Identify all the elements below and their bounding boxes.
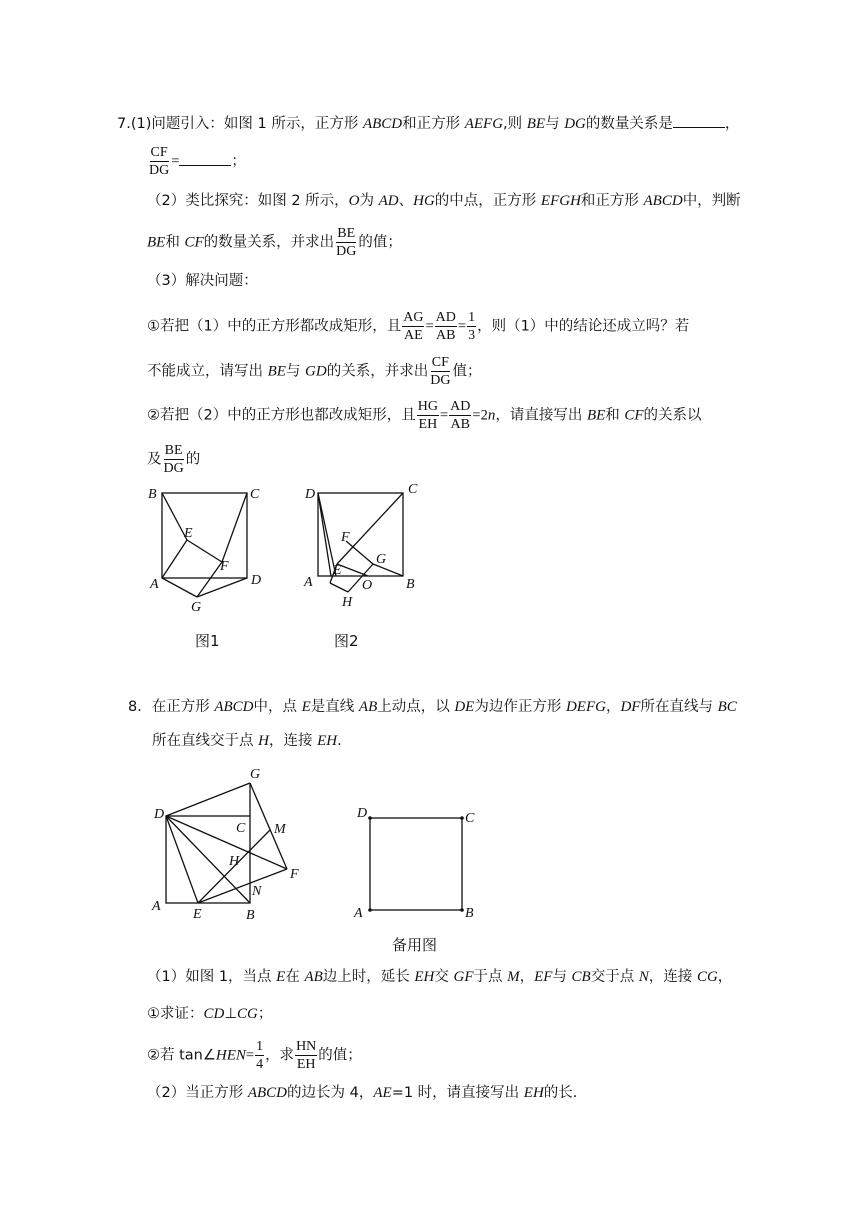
math-var: H	[258, 733, 269, 749]
text: ，请直接写出	[495, 407, 587, 424]
numerator: HN	[296, 1039, 317, 1054]
label-E: E	[333, 563, 342, 578]
text: ①求证：	[147, 1006, 204, 1022]
label-C: C	[236, 821, 246, 836]
label-E: E	[184, 526, 193, 541]
text: ；	[231, 153, 246, 170]
math-var: CF	[184, 234, 204, 251]
text: 于点	[473, 969, 508, 985]
math-var: EH	[523, 1085, 544, 1101]
label-O: O	[362, 578, 373, 593]
label-H: H	[342, 595, 353, 610]
numerator: AD	[435, 310, 456, 325]
text: （1）如图 1，当点	[147, 969, 277, 985]
label-D: D	[305, 487, 316, 502]
perpendicular-symbol: ⊥	[224, 1006, 237, 1022]
text: 交	[434, 969, 454, 985]
text: 为边作正方形	[474, 699, 566, 715]
text: ②若把（2）中的正方形也都改成矩形，且	[147, 407, 416, 424]
text: 所在直线与	[640, 699, 718, 715]
math-var: BE	[267, 363, 286, 380]
math-var: GF	[453, 969, 474, 985]
label-G: G	[191, 600, 202, 615]
denominator: EH	[296, 1057, 316, 1072]
label-A: A	[152, 899, 161, 914]
label-C: C	[250, 487, 260, 502]
text: ，	[519, 969, 535, 985]
q7-fig2-caption: 图2	[334, 632, 359, 650]
text: ①若把（1）中的正方形都改成矩形，且	[147, 318, 402, 335]
q8-line-6	[147, 1083, 577, 1103]
text: （2）当正方形	[147, 1085, 248, 1101]
label-B: B	[465, 906, 474, 921]
math-var: N	[638, 969, 649, 985]
text: =	[439, 407, 449, 424]
math-var: BE	[526, 116, 546, 132]
math-var: ABCD	[362, 116, 403, 132]
text: 8．在正方形	[128, 699, 215, 715]
text: 在	[285, 969, 305, 985]
label-A: A	[304, 575, 313, 590]
numerator: HG	[417, 399, 438, 414]
label-A: A	[150, 577, 159, 592]
denominator: DG	[430, 373, 451, 388]
text: 的值；	[318, 1047, 362, 1064]
q8-fig2-caption: 备用图	[392, 936, 438, 954]
text: 的数量关系是	[585, 116, 673, 132]
q8-fig2-lines	[370, 818, 462, 910]
math-var: HEN	[215, 1047, 246, 1064]
math-var: O	[348, 193, 360, 209]
numerator: BE	[164, 443, 183, 458]
math-var: DF	[620, 699, 641, 715]
text: 中，判断	[682, 193, 741, 209]
text: 与	[552, 969, 572, 985]
numerator: 1	[256, 1039, 264, 1054]
text: ，	[724, 116, 740, 132]
text: ，则（1）中的结论还成立吗？若	[477, 318, 690, 335]
math-var: GD	[305, 363, 327, 380]
label-D: D	[357, 806, 368, 821]
text: 的	[185, 451, 201, 468]
text: 中，点	[253, 699, 302, 715]
label-M: M	[274, 822, 286, 837]
label-B: B	[246, 908, 255, 923]
text: .	[337, 733, 342, 749]
text: ，连接	[268, 733, 318, 749]
numerator: AD	[450, 399, 471, 414]
math-var: EH	[317, 733, 338, 749]
text: ，求	[265, 1047, 295, 1064]
math-var: CB	[571, 969, 591, 985]
math-var: E	[276, 969, 286, 985]
math-var: AEFG	[464, 116, 504, 132]
q8-line-5	[147, 1039, 362, 1072]
math-var: CD	[203, 1006, 225, 1022]
label-H: H	[229, 854, 240, 869]
text: 7.(1)问题引入：如图 1 所示，正方形	[117, 116, 363, 132]
math-var: BE	[147, 234, 166, 251]
text: 和正方形	[402, 116, 465, 132]
math-var: DG	[564, 116, 586, 132]
math-var: EF	[534, 969, 553, 985]
label-D: D	[154, 807, 165, 822]
text: ,则	[503, 116, 527, 132]
numerator: CF	[150, 145, 168, 160]
text: 的关系以	[643, 407, 702, 424]
text: 、	[398, 193, 414, 209]
text: 的长.	[543, 1085, 578, 1101]
label-F: F	[220, 559, 229, 574]
label-F: F	[341, 530, 350, 545]
q7-fig1-caption: 图1	[195, 632, 220, 650]
text: 及	[147, 451, 162, 468]
math-var: AB	[304, 969, 323, 985]
math-var: AB	[358, 699, 378, 715]
text: 的中点，正方形	[434, 193, 541, 209]
math-var: EH	[414, 969, 435, 985]
text: 是直线	[310, 699, 359, 715]
text: 与	[285, 363, 306, 380]
text: 的边长为 4，	[287, 1085, 374, 1101]
text: =1 时，请直接写出	[391, 1085, 524, 1101]
text: 不能成立，请写出	[147, 363, 268, 380]
math-var: ABCD	[247, 1085, 288, 1101]
math-var: EFGH	[540, 193, 581, 209]
label-B: B	[406, 577, 415, 592]
text: 为	[359, 193, 379, 209]
math-var: AD	[378, 193, 399, 209]
fraction	[255, 1039, 264, 1072]
denominator: AE	[404, 328, 423, 343]
math-var: AE	[373, 1085, 392, 1101]
label-D: D	[251, 573, 262, 588]
text: ，	[717, 969, 733, 985]
math-var: CG	[696, 969, 718, 985]
text: ②若 tan∠	[147, 1047, 216, 1064]
text: =	[457, 318, 467, 335]
math-var: CG	[236, 1006, 258, 1022]
text: =2	[472, 407, 488, 424]
q8-line-4	[147, 1004, 272, 1024]
text: 和	[605, 407, 625, 424]
text: ，	[605, 699, 621, 715]
fraction	[295, 1039, 317, 1072]
label-A: A	[354, 906, 363, 921]
denominator: 4	[256, 1057, 264, 1072]
math-var: HG	[413, 193, 435, 209]
text: ；	[257, 1006, 273, 1022]
math-var: CF	[624, 407, 644, 424]
math-var: ABCD	[643, 193, 683, 209]
math-var: BC	[717, 699, 737, 715]
text: ，连接	[648, 969, 697, 985]
numerator: BE	[337, 226, 356, 241]
denominator: EH	[418, 417, 438, 432]
text: 和	[165, 234, 185, 251]
denominator: AB	[436, 328, 456, 343]
label-F: F	[290, 867, 299, 882]
math-var: DE	[454, 699, 475, 715]
math-var: M	[507, 969, 520, 985]
q8-line-3	[147, 967, 732, 987]
text: 值；	[452, 363, 482, 380]
numerator: 1	[468, 310, 476, 325]
text: =	[425, 318, 434, 335]
math-var: E	[301, 699, 311, 715]
text: 的数量关系，并求出	[203, 234, 335, 251]
q8-fig2-vertices	[368, 816, 464, 912]
text: 和正方形	[580, 193, 644, 209]
label-G: G	[250, 767, 261, 782]
text: 的值；	[358, 234, 402, 251]
math-var: BE	[586, 407, 606, 424]
denominator: AB	[450, 417, 470, 432]
text: =	[171, 153, 180, 170]
numerator: CF	[431, 355, 449, 370]
text: 的关系，并求出	[326, 363, 429, 380]
label-N: N	[252, 884, 262, 899]
text: 与	[545, 116, 565, 132]
denominator: DG	[336, 244, 357, 259]
text: （2）类比探究：如图 2 所示，	[147, 193, 349, 209]
denominator: 3	[468, 328, 476, 343]
math-var: n	[487, 407, 496, 424]
text: 所在直线交于点	[152, 733, 259, 749]
label-C: C	[465, 811, 475, 826]
label-B: B	[148, 487, 157, 502]
text: 交于点	[590, 969, 639, 985]
denominator: DG	[163, 461, 184, 476]
label-C: C	[408, 482, 418, 497]
label-G: G	[376, 552, 387, 567]
text: =	[245, 1047, 255, 1064]
text: 上动点，以	[377, 699, 455, 715]
text: 边上时，延长	[322, 969, 415, 985]
math-var: ABCD	[214, 699, 254, 715]
label-E: E	[193, 907, 202, 922]
denominator: DG	[149, 163, 170, 178]
math-var: DEFG	[565, 699, 606, 715]
q7-line-5: （3）解决问题：	[147, 273, 258, 289]
numerator: AG	[403, 310, 424, 325]
